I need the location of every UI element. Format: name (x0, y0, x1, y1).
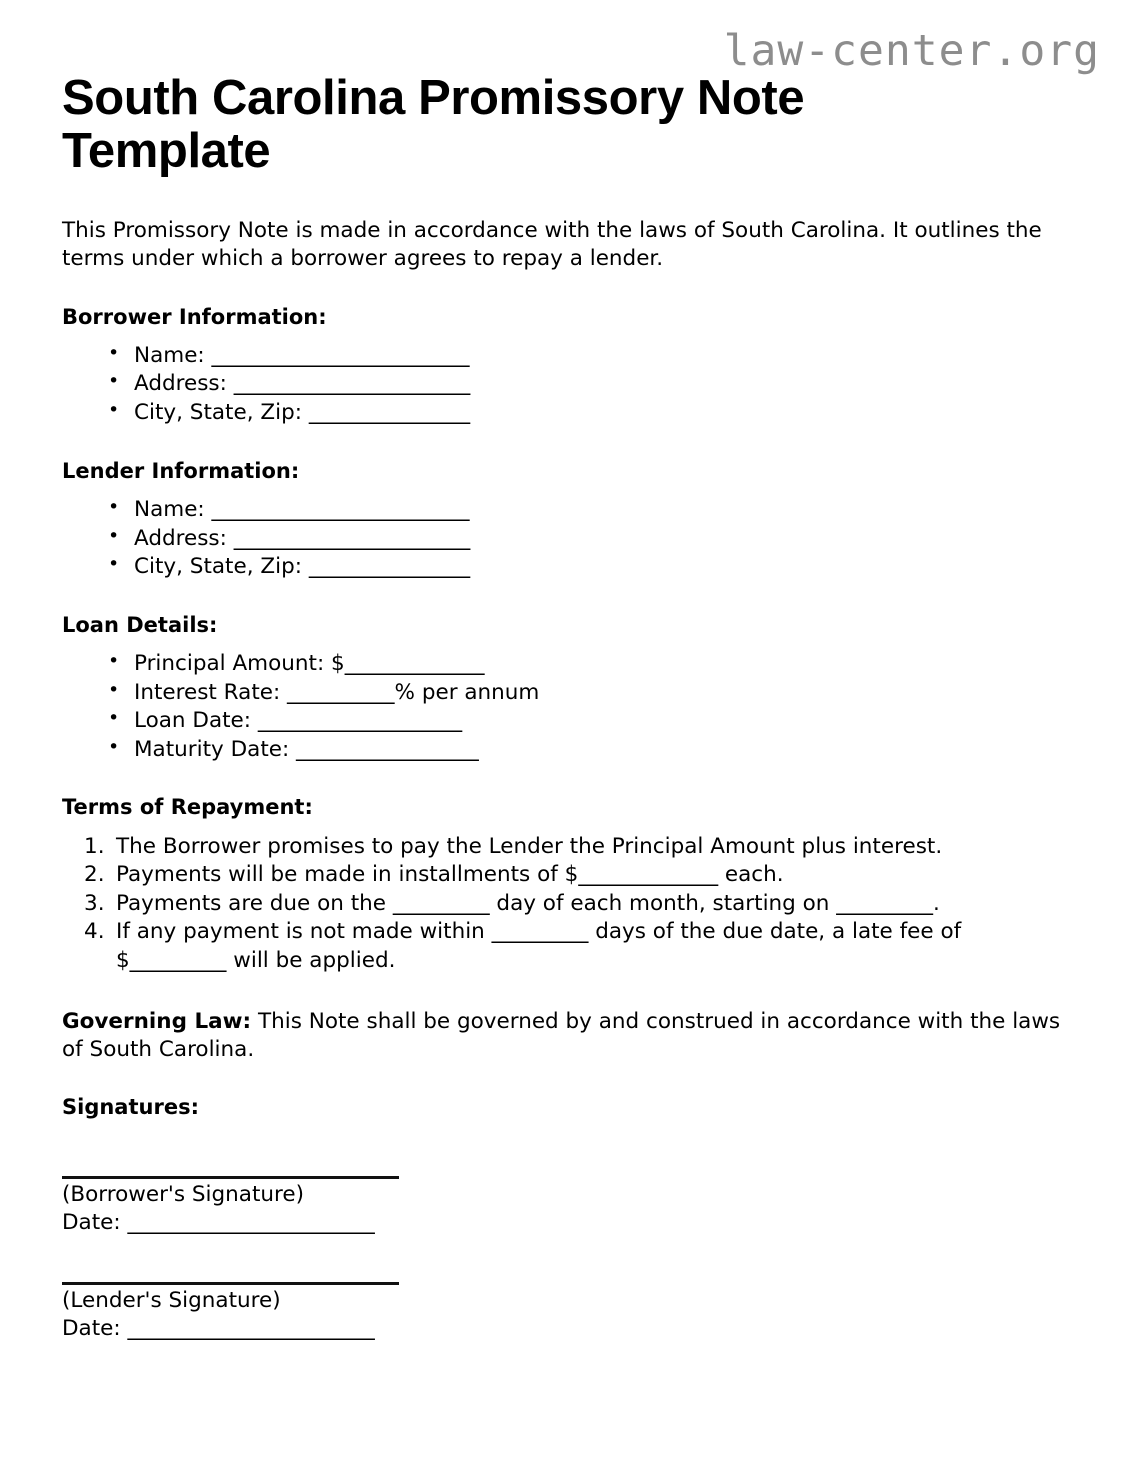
lender-signature-line[interactable] (62, 1282, 399, 1285)
section-heading-signatures: Signatures: (62, 1095, 199, 1120)
borrower-date-field: Date: _______________________ (62, 1210, 375, 1236)
list-item: • City, State, Zip: _______________ (134, 399, 1071, 428)
section-heading-loan-details: Loan Details: (62, 612, 218, 637)
list-item: • Interest Rate: __________% per annum (134, 679, 1071, 708)
lender-signature-caption: (Lender's Signature) (62, 1287, 281, 1313)
list-item: If any payment is not made within _________ days of the due date, a late fee of $_________ will be applied. (116, 919, 962, 974)
list-item: • Principal Amount: $_____________ (134, 650, 1071, 679)
governing-law-label: Governing Law: (62, 1008, 252, 1034)
list-item: • City, State, Zip: _______________ (134, 553, 1071, 582)
borrower-field-list (62, 331, 1071, 428)
terms-of-repayment-list (62, 822, 1071, 976)
lender-field-list (62, 485, 1071, 582)
governing-law-text: This Note shall be governed by and construed in accordance with the laws of South Carolina. (62, 1008, 1061, 1063)
lender-date-field: Date: _______________________ (62, 1316, 375, 1342)
list-item: Payments will be made in installments of $_____________ each. (116, 862, 784, 888)
borrower-signature-caption: (Borrower's Signature) (62, 1181, 304, 1207)
list-item: • Address: ______________________ (134, 525, 1071, 554)
list-item: • Address: ______________________ (134, 370, 1071, 399)
intro-paragraph: This Promissory Note is made in accordance with the laws of South Carolina. It outlines the terms under which a borrower agrees to repay a lender. (62, 217, 1042, 272)
governing-law-paragraph (62, 976, 1062, 1065)
list-item: • Loan Date: ___________________ (134, 707, 1071, 736)
site-watermark: law-center.org (723, 26, 1100, 76)
borrower-signature-group (62, 1152, 1071, 1238)
list-item: • Maturity Date: _________________ (134, 736, 1071, 765)
section-heading-terms-of-repayment: Terms of Repayment: (62, 795, 313, 820)
list-item: Payments are due on the _________ day of each month, starting on _________. (116, 890, 940, 916)
lender-signature-group (62, 1238, 1071, 1344)
list-item: The Borrower promises to pay the Lender the Principal Amount plus interest. (116, 833, 943, 859)
section-heading-borrower: Borrower Information: (62, 304, 327, 329)
signature-block (62, 1122, 1071, 1344)
borrower-signature-line[interactable] (62, 1176, 399, 1179)
loan-details-field-list (62, 639, 1071, 764)
page-title: South Carolina Promissory Note Template (62, 71, 805, 179)
section-heading-lender: Lender Information: (62, 458, 300, 483)
list-item: • Name: ________________________ (134, 342, 1071, 371)
list-item: • Name: ________________________ (134, 496, 1071, 525)
